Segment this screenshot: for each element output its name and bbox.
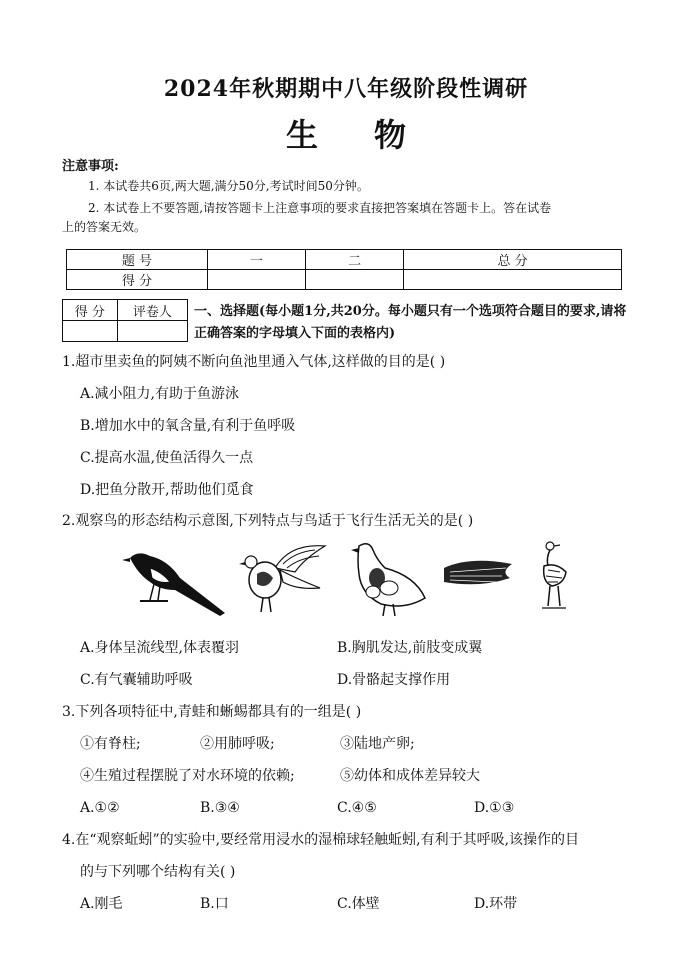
- question-3-option-b: B.③④: [200, 800, 240, 816]
- question-4-option-c: C.体壁: [337, 896, 380, 912]
- question-3-item-5: ⑤幼体和成体差异较大: [340, 768, 480, 784]
- subject-char: 生: [285, 116, 318, 154]
- question-2-option-a: A.身体呈流线型,体表覆羽: [80, 640, 240, 656]
- flying-bird-muscle-illustration: [235, 538, 330, 618]
- bird-structure-figures: [120, 538, 590, 618]
- score-table-header: 总 分: [404, 250, 622, 270]
- question-1-stem: 1.超市里卖鱼的阿姨不断向鱼池里通入气体,这样做的目的是( ): [62, 354, 446, 370]
- score-table-header: 一: [208, 250, 306, 270]
- question-1-option-c: C.提高水温,使鱼活得久一点: [80, 450, 254, 466]
- question-1-option-b: B.增加水中的氧含量,有利于鱼呼吸: [80, 418, 296, 434]
- score-cell: [404, 270, 622, 290]
- question-4-stem: 4.在“观察蚯蚓”的实验中,要经常用浸水的湿棉球轻触蚯蚓,有利于其呼吸,该操作的目: [62, 832, 580, 848]
- score-cell: [208, 270, 306, 290]
- bird-air-sac-illustration: [345, 538, 430, 618]
- question-3-stem: 3.下列各项特征中,青蛙和蜥蜴都具有的一组是( ): [62, 704, 362, 720]
- bird-wing-illustration: [440, 538, 515, 618]
- question-2-stem: 2.观察鸟的形态结构示意图,下列特点与鸟适于飞行生活无关的是( ): [62, 513, 474, 529]
- bird-skeleton-illustration: [530, 538, 585, 618]
- question-1-option-d: D.把鱼分散开,帮助他们觅食: [80, 482, 254, 498]
- question-3-option-d: D.①③: [474, 800, 515, 816]
- question-3-option-a: A.①②: [80, 800, 120, 816]
- question-4-stem-cont: 的与下列哪个结构有关( ): [80, 864, 236, 880]
- section-1-title: 一、选择题(每小题1分,共20分。每小题只有一个选项符合题目的要求,请将正确答案的字母填入下面的表格内): [194, 304, 627, 341]
- grader-table: [62, 299, 188, 342]
- question-3-item-2: ②用肺呼吸;: [200, 736, 275, 752]
- score-cell: [306, 270, 404, 290]
- question-4-option-b: B.口: [200, 896, 229, 912]
- grader-label: 评卷人: [117, 300, 187, 321]
- notice-heading: 注意事项:: [62, 159, 119, 174]
- exam-title: 2024年秋期期中八年级阶段性调研: [163, 76, 529, 102]
- question-3-item-3: ③陆地产卵;: [340, 736, 415, 752]
- grader-cell: [117, 321, 187, 342]
- question-2-option-d: D.骨骼起支撑作用: [337, 672, 451, 688]
- question-2-option-b: B.胸肌发达,前肢变成翼: [337, 640, 483, 656]
- score-row-label: 得 分: [67, 270, 208, 290]
- question-4-option-a: A.刚毛: [80, 896, 123, 912]
- grader-score-label: 得 分: [63, 300, 118, 321]
- notice-item-2-cont: 上的答案无效。: [62, 220, 147, 234]
- question-4-option-d: D.环带: [474, 896, 518, 912]
- question-3-item-1: ①有脊柱;: [80, 736, 141, 752]
- subject-title: [0, 110, 692, 156]
- question-1-option-a: A.减小阻力,有助于鱼游泳: [80, 386, 240, 402]
- question-3-option-c: C.④⑤: [337, 800, 377, 816]
- score-table-header: 题 号: [67, 250, 208, 270]
- magpie-illustration: [120, 538, 230, 618]
- score-table-header: 二: [306, 250, 404, 270]
- notice-item-1: 1. 本试卷共6页,两大题,满分50分,考试时间50分钟。: [88, 179, 369, 193]
- grader-cell: [63, 321, 118, 342]
- subject-char: 物: [374, 116, 407, 154]
- question-2-option-c: C.有气囊辅助呼吸: [80, 672, 193, 688]
- question-3-item-4: ④生殖过程摆脱了对水环境的依赖;: [80, 768, 295, 784]
- score-table: [66, 249, 622, 290]
- notice-item-2: 2. 本试卷上不要答题,请按答题卡上注意事项的要求直接把答案填在答题卡上。答在试卷: [88, 201, 552, 215]
